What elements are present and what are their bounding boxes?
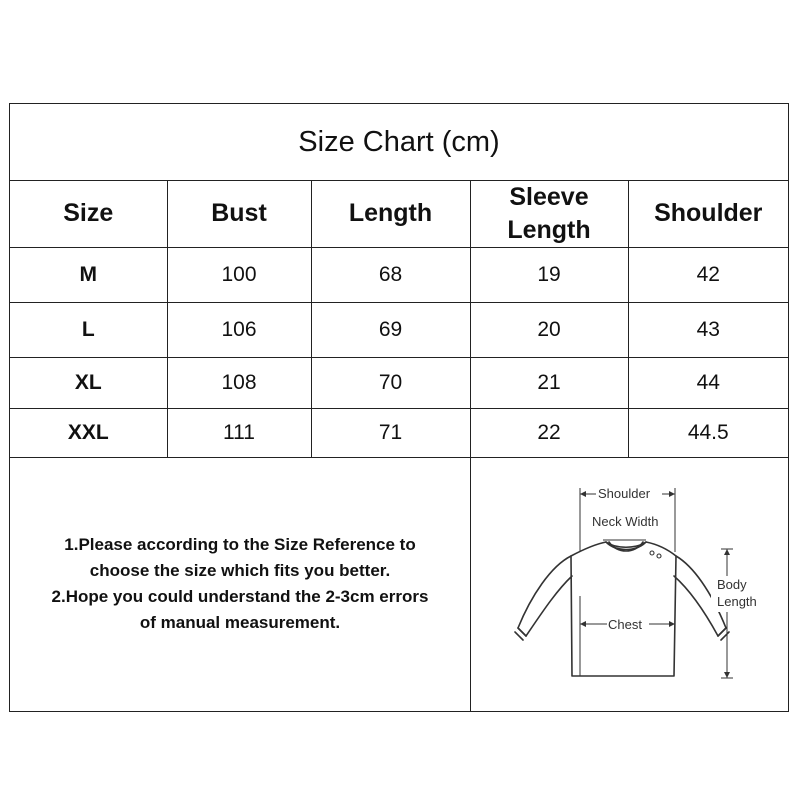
bust-cell: 108 xyxy=(167,358,311,409)
shoulder-cell: 44 xyxy=(628,358,788,409)
length-cell: 68 xyxy=(311,248,470,303)
sweater-icon xyxy=(471,456,788,711)
header-shoulder: Shoulder xyxy=(628,180,788,248)
size-table xyxy=(10,180,788,458)
note-line: of manual measurement. xyxy=(139,612,341,632)
size-cell: XL xyxy=(10,358,167,409)
shoulder-cell: 43 xyxy=(628,303,788,358)
table-row xyxy=(10,248,788,303)
shoulder-cell: 42 xyxy=(628,248,788,303)
length-cell: 69 xyxy=(311,303,470,358)
bust-cell: 100 xyxy=(167,248,311,303)
length-cell: 70 xyxy=(311,358,470,409)
size-notes xyxy=(10,456,471,711)
neck-width-label: Neck Width xyxy=(592,514,659,529)
note-line: 1.Please according to the Size Reference to xyxy=(64,534,416,554)
body-length-label-2: Length xyxy=(717,594,757,609)
chest-label: Chest xyxy=(608,617,642,632)
sleeve-cell: 20 xyxy=(470,303,628,358)
sleeve-cell: 22 xyxy=(470,409,628,458)
note-line: 2.Hope you could understand the 2-3cm errors xyxy=(51,586,429,606)
header-bust: Bust xyxy=(167,180,311,248)
note-line: choose the size which fits you better. xyxy=(89,560,391,580)
shoulder-label: Shoulder xyxy=(598,486,651,501)
length-cell: 71 xyxy=(311,409,470,458)
bust-cell: 111 xyxy=(167,409,311,458)
table-row xyxy=(10,303,788,358)
body-length-label-1: Body xyxy=(717,577,747,592)
shoulder-cell: 44.5 xyxy=(628,409,788,458)
sleeve-cell: 19 xyxy=(470,248,628,303)
chart-title: Size Chart (cm) xyxy=(10,104,788,181)
size-cell: XXL xyxy=(10,409,167,458)
measurement-diagram xyxy=(471,456,788,711)
table-header-row xyxy=(10,180,788,248)
header-sleeve-line2: Length xyxy=(507,215,591,244)
size-chart xyxy=(9,103,789,712)
table-row xyxy=(10,409,788,458)
header-length: Length xyxy=(311,180,470,248)
header-sleeve-line1: Sleeve xyxy=(509,182,589,211)
size-cell: L xyxy=(10,303,167,358)
header-size: Size xyxy=(10,180,167,248)
sleeve-cell: 21 xyxy=(470,358,628,409)
size-cell: M xyxy=(10,248,167,303)
table-row xyxy=(10,358,788,409)
header-sleeve-length xyxy=(470,180,628,248)
bust-cell: 106 xyxy=(167,303,311,358)
